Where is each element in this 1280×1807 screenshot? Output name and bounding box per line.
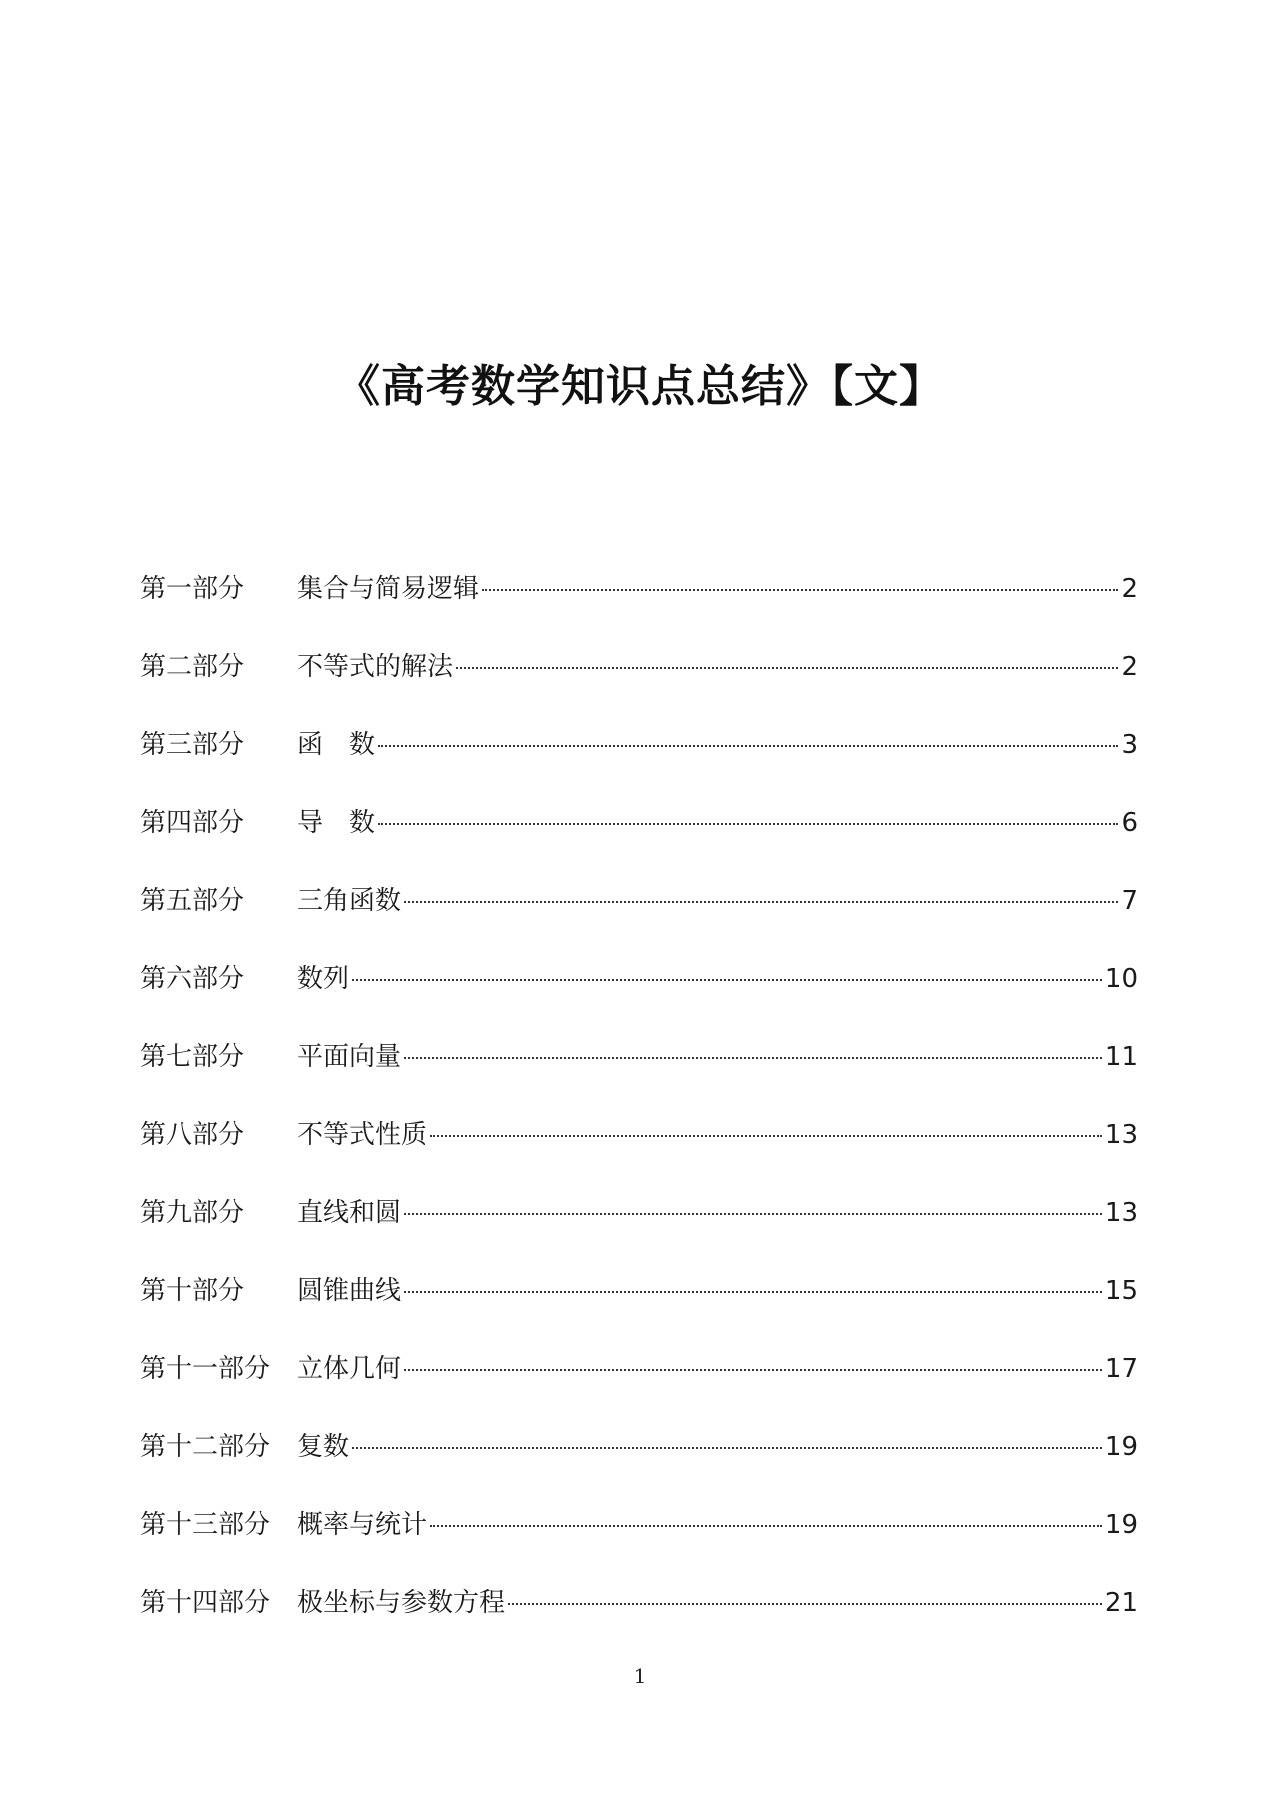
toc-part-label: 第七部分 xyxy=(140,1042,245,1072)
toc-entry-title: 不等式性质 xyxy=(297,1120,428,1150)
toc-entry-title: 集合与简易逻辑 xyxy=(297,574,480,604)
table-of-contents xyxy=(140,568,1138,1660)
toc-entry[interactable] xyxy=(140,1036,1138,1114)
toc-entry-title: 函 数 xyxy=(297,730,376,760)
toc-part-label: 第一部分 xyxy=(140,574,245,604)
toc-page-number: 19 xyxy=(1104,1432,1138,1462)
toc-entry[interactable] xyxy=(140,1114,1138,1192)
toc-entry[interactable] xyxy=(140,1270,1138,1348)
toc-page-number: 7 xyxy=(1121,886,1138,916)
toc-entry[interactable] xyxy=(140,646,1138,724)
toc-part-label: 第九部分 xyxy=(140,1198,245,1228)
toc-entry[interactable] xyxy=(140,802,1138,880)
toc-part-label: 第十部分 xyxy=(140,1276,245,1306)
toc-entry-title: 三角函数 xyxy=(297,886,402,916)
dot-leader xyxy=(378,745,1118,747)
toc-entry-title: 圆锥曲线 xyxy=(297,1276,402,1306)
page-number: 1 xyxy=(633,1664,647,1688)
dot-leader xyxy=(430,1135,1102,1137)
toc-part-label: 第四部分 xyxy=(140,808,245,838)
toc-entry[interactable] xyxy=(140,1504,1138,1582)
toc-part-label: 第二部分 xyxy=(140,652,245,682)
toc-page-number: 21 xyxy=(1104,1588,1138,1618)
toc-entry[interactable] xyxy=(140,958,1138,1036)
dot-leader xyxy=(508,1603,1102,1605)
toc-part-label: 第六部分 xyxy=(140,964,245,994)
dot-leader xyxy=(404,1213,1102,1215)
toc-page-number: 11 xyxy=(1104,1042,1138,1072)
toc-entry-title: 概率与统计 xyxy=(297,1510,428,1540)
toc-entry[interactable] xyxy=(140,880,1138,958)
toc-page-number: 10 xyxy=(1104,964,1138,994)
toc-page-number: 6 xyxy=(1121,808,1138,838)
toc-entry-title: 直线和圆 xyxy=(297,1198,402,1228)
toc-entry[interactable] xyxy=(140,1426,1138,1504)
document-title: 《高考数学知识点总结》【文】 xyxy=(336,361,944,412)
toc-part-label: 第五部分 xyxy=(140,886,245,916)
dot-leader xyxy=(352,1447,1102,1449)
toc-part-label: 第十四部分 xyxy=(140,1588,271,1618)
dot-leader xyxy=(352,979,1102,981)
toc-entry-title: 平面向量 xyxy=(297,1042,402,1072)
toc-entry-title: 不等式的解法 xyxy=(297,652,454,682)
dot-leader xyxy=(404,1291,1102,1293)
dot-leader xyxy=(404,901,1118,903)
toc-part-label: 第八部分 xyxy=(140,1120,245,1150)
toc-part-label: 第十二部分 xyxy=(140,1432,271,1462)
toc-page-number: 19 xyxy=(1104,1510,1138,1540)
toc-page-number: 2 xyxy=(1121,574,1138,604)
toc-page-number: 13 xyxy=(1104,1198,1138,1228)
toc-entry[interactable] xyxy=(140,568,1138,646)
toc-page-number: 13 xyxy=(1104,1120,1138,1150)
toc-part-label: 第十三部分 xyxy=(140,1510,271,1540)
toc-entry-title: 导 数 xyxy=(297,808,376,838)
toc-entry-title: 立体几何 xyxy=(297,1354,402,1384)
toc-page-number: 17 xyxy=(1104,1354,1138,1384)
toc-page-number: 2 xyxy=(1121,652,1138,682)
dot-leader xyxy=(378,823,1118,825)
toc-entry-title: 复数 xyxy=(297,1432,350,1462)
dot-leader xyxy=(456,667,1118,669)
toc-entry[interactable] xyxy=(140,1582,1138,1660)
dot-leader xyxy=(404,1057,1102,1059)
toc-part-label: 第十一部分 xyxy=(140,1354,271,1384)
toc-part-label: 第三部分 xyxy=(140,730,245,760)
dot-leader xyxy=(404,1369,1102,1371)
toc-page-number: 15 xyxy=(1104,1276,1138,1306)
toc-entry-title: 数列 xyxy=(297,964,350,994)
dot-leader xyxy=(430,1525,1102,1527)
toc-page-number: 3 xyxy=(1121,730,1138,760)
dot-leader xyxy=(482,589,1118,591)
toc-entry[interactable] xyxy=(140,1192,1138,1270)
toc-entry[interactable] xyxy=(140,724,1138,802)
toc-entry-title: 极坐标与参数方程 xyxy=(297,1588,506,1618)
toc-entry[interactable] xyxy=(140,1348,1138,1426)
